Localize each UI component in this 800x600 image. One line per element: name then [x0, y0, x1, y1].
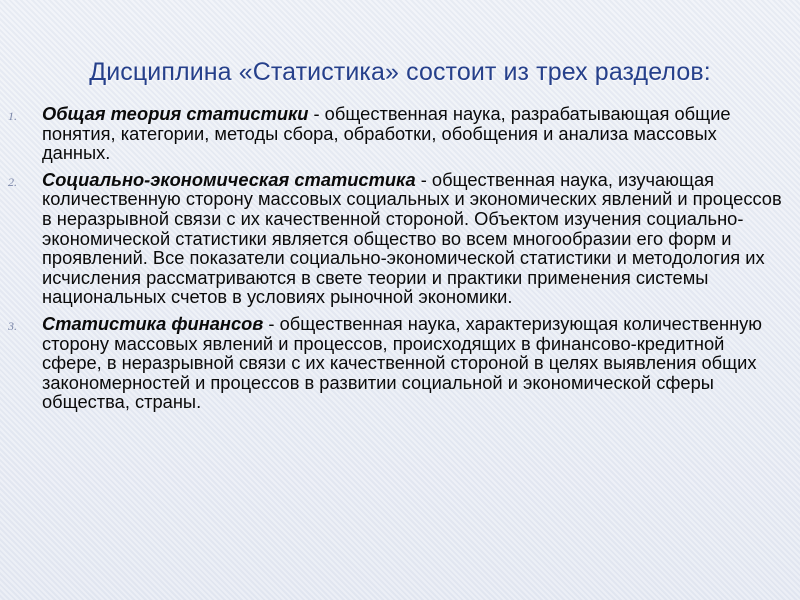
list-number: 2. — [8, 174, 17, 189]
section-description: - общественная наука, изучающая количественную сторону массовых социальных и экономических явлений и процессов в неразрывной связи с их качественной стороной. Объектом изучения социально-экономической статистики является общество во всем многообразии его форм и проявлений. Все показатели социально-экономической статистики и методология их исчисления рассматриваются в свете теории и практики применения системы национальных счетов в условиях рыночной экономики. — [42, 168, 782, 308]
section-description: - общественная наука, разрабатывающая общие понятия, категории, методы сбора, обработки, обобщения и анализа массовых данных. — [42, 103, 731, 164]
list-item — [8, 312, 787, 413]
section-term: Социально-экономическая статистика — [42, 168, 416, 190]
list-item — [8, 168, 787, 308]
section-description: - общественная наука, характеризующая количественную сторону массовых явлений и процессов, происходящих в финансово-кредитной сфере, в неразрывной связи с их качественной стороной в целях выявления общих закономерностей и процессов в развитии социальной и экономической сферы общества, страны. — [42, 312, 763, 413]
list-number: 1. — [8, 109, 17, 123]
list-number: 3. — [8, 318, 17, 333]
sections-list — [8, 103, 787, 419]
list-item — [8, 103, 787, 164]
section-term: Общая теория статистики — [42, 103, 309, 124]
slide-title: Дисциплина «Статистика» состоит из трех разделов: — [89, 58, 711, 86]
section-term: Статистика финансов — [42, 312, 264, 334]
